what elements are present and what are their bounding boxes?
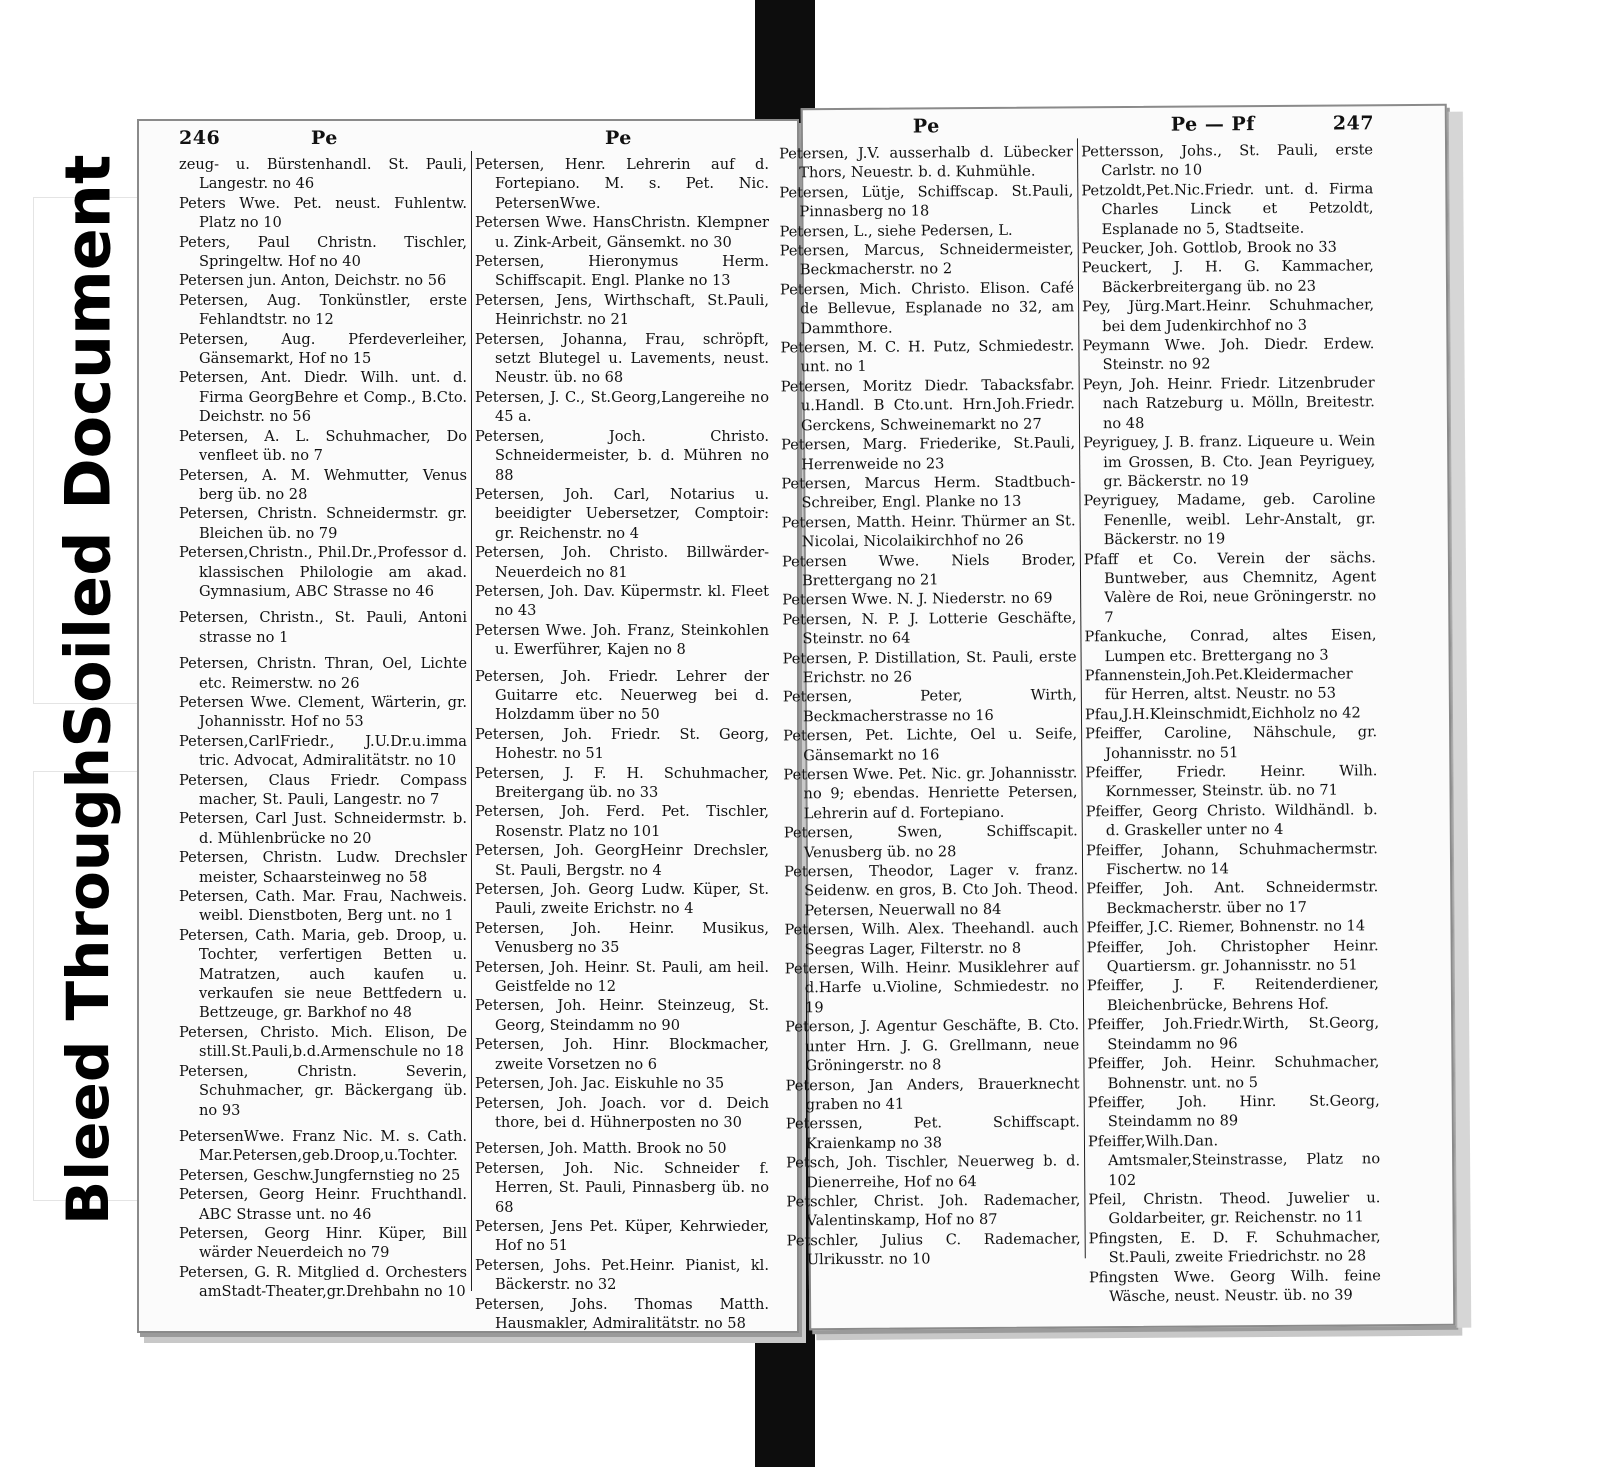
directory-entry: Pfau,J.H.Kleinschmidt,Eichholz no 42 — [1084, 704, 1361, 724]
directory-entry: Petersen, Joh. GeorgHeinr Drechsler, St. Pauli, Bergstr. no 4 — [475, 842, 769, 879]
directory-entry: Petersen, Geschw.Jungfernstieg no 25 — [179, 1166, 461, 1184]
page-edge — [1448, 112, 1471, 1328]
directory-entry: Peyn, Joh. Heinr. Friedr. Litzenbruder nach Ratzeburg u. Mölln, Breitestr. no 48 — [1082, 374, 1375, 432]
directory-entry: Petersen, G. R. Mitglied d. Orchesters amStadt-Theater,gr.Drehbahn no 10 — [179, 1263, 467, 1301]
directory-entry: Petersen, Marcus Herm. Stadtbuch-Schreiber, Engl. Planke no 13 — [781, 473, 1076, 512]
directory-entry: Pfeil, Christn. Theod. Juwelier u. Goldarbeiter, gr. Reichenstr. no 11 — [1088, 1189, 1381, 1228]
directory-column-1 — [179, 155, 467, 1301]
directory-entry: Petersen, L., siehe Pedersen, L. — [779, 221, 1013, 241]
directory-entry: Petersen Wwe. Pet. Nic. gr. Johannisstr. no 9; ebendas. Henriette Petersen, Lehrerin auf d. Fortepiano. — [783, 764, 1078, 823]
directory-entry: Petersen, Joh. Heinr. Musikus, Venusberg no 35 — [475, 919, 769, 957]
directory-entry: Petersen, J. F. H. Schuhmacher, Breitergang üb. no 33 — [475, 764, 769, 801]
directory-entry: Petersen, Wilh. Alex. Theehandl. auch Seegras Lager, Filterstr. no 8 — [784, 919, 1079, 958]
directory-entry: Pfingsten, E. D. F. Schuhmacher, St.Pauli, zweite Friedrichstr. no 28 — [1088, 1227, 1381, 1267]
directory-entry: Petersen, M. C. H. Putz, Schmiedestr. unt. no 1 — [780, 337, 1075, 376]
directory-entry: Petersen, Georg Hinr. Küper, Bill wärder Neuerdeich no 79 — [179, 1224, 467, 1262]
directory-entry: Petersen jun. Anton, Deichstr. no 56 — [179, 272, 447, 290]
directory-entry: zeug- u. Bürstenhandl. St. Pauli, Langestr. no 46 — [179, 156, 467, 193]
column-divider — [471, 151, 472, 1291]
directory-entry: Petersen, Christn. Schneidermstr. gr. Bleichen üb. no 79 — [179, 505, 467, 542]
directory-entry: Pfeiffer, Friedr. Heinr. Wilh. Kornmesser, Steinstr. üb. no 71 — [1085, 762, 1378, 801]
directory-entry: Petschler, Christ. Joh. Rademacher, Valentinskamp, Hof no 87 — [786, 1191, 1081, 1230]
directory-entry: Peters, Paul Christn. Tischler, Springeltw. Hof no 40 — [179, 233, 467, 271]
directory-entry: Petersen, Henr. Lehrerin auf d. Fortepiano. M. s. Pet. Nic. PetersenWwe. — [475, 156, 769, 212]
directory-entry: Petersen Wwe. N. J. Niederstr. no 69 — [782, 589, 1053, 609]
left-page — [137, 119, 799, 1333]
directory-entry: Petersen, A. L. Schuhmacher, Do venfleet üb. no 7 — [179, 427, 467, 465]
directory-entry: Petersen, Peter, Wirth, Beckmacherstrasse no 16 — [782, 686, 1077, 726]
directory-entry: Petersen, Johs. Thomas Matth. Hausmakler, Admiralitätstr. no 58 — [475, 1295, 769, 1332]
directory-entry: Pfeiffer, Caroline, Nähschule, gr. Johannisstr. no 51 — [1085, 723, 1378, 762]
directory-entry: Petersen, Swen, Schiffscapit. Venusberg üb. no 28 — [783, 822, 1078, 861]
directory-entry: PetersenWwe. Franz Nic. M. s. Cath. Mar.Petersen,geb.Droop,u.Tochter. — [179, 1127, 467, 1165]
directory-entry: Petersen, Johanna, Frau, schröpft, setzt Blutegel u. Lavements, neust. Neustr. üb. no 68 — [475, 330, 769, 387]
right-page — [779, 104, 1456, 1330]
directory-entry: Petersen, Christn. Thran, Oel, Lichte etc. Reimerstw. no 26 — [179, 655, 467, 692]
directory-entry: Petersen, Georg Heinr. Fruchthandl. ABC Strasse unt. no 46 — [179, 1186, 467, 1223]
directory-entry: Petersen,Christn., Phil.Dr.,Professor d. klassischen Philologie am akad. Gymnasium, ABC Strasse no 46 — [179, 544, 467, 600]
directory-entry: Pey, Jürg.Mart.Heinr. Schuhmacher, bei dem Judenkirchhof no 3 — [1082, 296, 1375, 335]
directory-entry: Petersen, Carl Just. Schneidermstr. b. d. Mühlenbrücke no 20 — [179, 810, 467, 847]
directory-entry: Petersen, Jens, Wirthschaft, St.Pauli, Heinrichstr. no 21 — [475, 291, 769, 329]
directory-entry: Petersen, Wilh. Heinr. Musiklehrer auf d.Harfe u.Violine, Schmiedestr. no 19 — [784, 958, 1079, 1017]
directory-entry: Petschler, Julius C. Rademacher, Ulrikusstr. no 10 — [786, 1230, 1081, 1269]
directory-entry: Pfeiffer, Joh. Ant. Schneidermstr. Beckmacherstr. über no 17 — [1086, 878, 1379, 917]
bleed-through-label — [34, 747, 142, 1225]
directory-entry: Peterson, Jan Anders, Brauerknecht graben no 41 — [785, 1074, 1080, 1114]
directory-entry: Pfeiffer, Joh. Heinr. Schuhmacher, Bohnenstr. unt. no 5 — [1087, 1053, 1380, 1092]
directory-entry: Petersen, Joh. Friedr. Lehrer der Guitarre etc. Neuerweg bei d. Holzdamm über no 50 — [475, 667, 769, 724]
directory-entry: Petersen Wwe. Niels Broder, Brettergang no 21 — [781, 550, 1076, 590]
directory-entry: Petersen, Joh. Friedr. St. Georg, Hohestr. no 51 — [475, 725, 769, 763]
directory-entry: Petersen, Joh. Nic. Schneider f. Herren, St. Pauli, Pinnasberg üb. no 68 — [475, 1159, 769, 1216]
directory-entry: Pfeiffer,Wilh.Dan. Amtsmaler,Steinstrasse, Platz no 102 — [1087, 1132, 1381, 1189]
directory-entry: Petzoldt,Pet.Nic.Friedr. unt. d. Firma Charles Linck et Petzoldt, Esplanade no 5, Stadtseite. — [1081, 180, 1374, 238]
directory-entry: Pettersson, Johs., St. Pauli, erste Carlstr. no 10 — [1080, 141, 1374, 180]
directory-entry: Petersen, Ant. Diedr. Wilh. unt. d. Firma GeorgBehre et Comp., B.Cto. Deichstr. no 56 — [179, 369, 467, 426]
running-head-right-col1: Pe — [912, 115, 940, 138]
directory-entry: Petersen Wwe. Clement, Wärterin, gr. Johannisstr. Hof no 53 — [179, 693, 467, 731]
directory-entry: Pfeiffer, J. F. Reitenderdiener, Bleichenbrücke, Behrens Hof. — [1086, 975, 1379, 1015]
directory-entry: Petersen, Joch. Christo. Schneidermeister, b. d. Mühren no 88 — [475, 427, 769, 484]
directory-entry: Pfankuche, Conrad, altes Eisen, Lumpen etc. Brettergang no 3 — [1084, 626, 1377, 665]
directory-entry: Petsch, Joh. Tischler, Neuerweg b. d. Dienerreihe, Hof no 64 — [786, 1152, 1081, 1191]
directory-entry: Petersen, Christn., St. Pauli, Antoni strasse no 1 — [179, 609, 467, 646]
directory-entry: Pfingsten Wwe. Georg Wilh. feine Wäsche, neust. Neustr. üb. no 39 — [1088, 1266, 1381, 1306]
directory-entry: Petersen, Joh. Georg Ludw. Küper, St. Pauli, zweite Erichstr. no 4 — [475, 881, 769, 918]
directory-entry: Pfeiffer, Joh. Christopher Heinr. Quartiersm. gr. Johannisstr. no 51 — [1086, 936, 1379, 976]
directory-column-4 — [1080, 140, 1381, 1306]
soiled-document-label — [34, 153, 142, 748]
directory-entry: Petersen, Christn. Severin, Schuhmacher, gr. Bäckergang üb. no 93 — [179, 1062, 467, 1119]
directory-entry: Petersen, Hieronymus Herm. Schiffscapit. Engl. Planke no 13 — [475, 253, 769, 290]
directory-entry: Petersen, N. P. J. Lotterie Geschäfte, Steinstr. no 64 — [782, 609, 1077, 648]
directory-entry: Petersen, Cath. Mar. Frau, Nachweis. weibl. Dienstboten, Berg unt. no 1 — [179, 888, 467, 925]
directory-entry: Petersen, Johs. Pet.Heinr. Pianist, kl. Bäckerstr. no 32 — [475, 1256, 769, 1294]
directory-entry: Peymann Wwe. Joh. Diedr. Erdew. Steinstr. no 92 — [1082, 335, 1375, 374]
directory-entry: Petersen, J. C., St.Georg,Langereihe no 45 a. — [475, 388, 769, 426]
directory-entry: Pfeiffer, Joh. Hinr. St.Georg, Steindamm no 89 — [1087, 1092, 1380, 1131]
directory-entry: Petersen, Theodor, Lager v. franz. Seidenw. en gros, B. Cto Joh. Theod. Petersen, Neuerwall no 84 — [784, 861, 1079, 920]
running-head-left-col1: Pe — [311, 127, 338, 149]
directory-entry: Petersen, Claus Friedr. Compass macher, St. Pauli, Langestr. no 7 — [179, 771, 467, 808]
soiled-document-text: Soiled Document — [51, 153, 125, 748]
directory-entry: Petersen, Joh. Ferd. Pet. Tischler, Rosenstr. Platz no 101 — [475, 803, 769, 840]
directory-entry: Petersen, Joh. Christo. Billwärder-Neuerdeich no 81 — [475, 544, 769, 581]
directory-entry: Petersen, P. Distillation, St. Pauli, erste Erichstr. no 26 — [782, 647, 1077, 687]
directory-entry: Petersen, Lütje, Schiffscap. St.Pauli, Pinnasberg no 18 — [779, 182, 1074, 221]
running-head-right-col2: Pe — Pf — [1170, 113, 1256, 136]
directory-entry: Peyriguey, Madame, geb. Caroline Fenenlle, weibl. Lehr-Anstalt, gr. Bäckerstr. no 19 — [1083, 490, 1376, 549]
directory-entry: Peters Wwe. Pet. neust. Fuhlentw. Platz no 10 — [179, 194, 467, 232]
directory-entry: Petersen, Mich. Christo. Elison. Café de Bellevue, Esplanade no 32, am Dammthore. — [779, 279, 1075, 337]
directory-entry: Petersen, Aug. Pferdeverleiher, Gänsemarkt, Hof no 15 — [179, 330, 467, 368]
directory-entry: Petersen, Cath. Maria, geb. Droop, u. Tochter, verfertigen Betten u. Matratzen, auch kaufen u. verkaufen sie neue Bettfedern u. Bettzeuge, gr. Barkhof no 48 — [179, 926, 467, 1022]
directory-entry: Petersen, Aug. Tonkünstler, erste Fehlandtstr. no 12 — [179, 291, 467, 329]
directory-entry: Petersen, Joh. Carl, Notarius u. beeidigter Uebersetzer, Comptoir: gr. Reichenstr. no 4 — [475, 485, 769, 542]
directory-entry: Petersen, Joh. Matth. Brook no 50 — [475, 1140, 727, 1158]
directory-entry: Petersen, Moritz Diedr. Tabacksfabr. u.Handl. B Cto.unt. Hrn.Joh.Friedr. Gerckens, Schweinemarkt no 27 — [780, 376, 1075, 434]
directory-entry: Petersen, Joh. Heinr. St. Pauli, am heil. Geistfelde no 12 — [475, 958, 769, 996]
directory-entry: Pfeiffer, Johann, Schuhmachermstr. Fischertw. no 14 — [1085, 839, 1378, 879]
running-head-left-col2: Pe — [605, 127, 632, 149]
directory-entry: Pfaff et Co. Verein der sächs. Buntweber, aus Chemnitz, Agent Valère de Roi, neue Gröningerstr. no 7 — [1083, 548, 1377, 626]
directory-entry: Petersen,CarlFriedr., J.U.Dr.u.imma tric. Advocat, Admiralitätstr. no 10 — [179, 732, 467, 770]
directory-entry: Peterson, J. Agentur Geschäfte, B. Cto. unter Hrn. J. G. Grellmann, neue Gröningerstr. no 8 — [785, 1016, 1080, 1075]
directory-entry: Petersen, J.V. ausserhalb d. Lübecker Thors, Neuestr. b. d. Kuhmühle. — [779, 143, 1074, 182]
directory-entry: Peuckert, J. H. G. Kammacher, Bäckerbreitergang üb. no 23 — [1081, 257, 1374, 297]
directory-entry: Petersen, Pet. Lichte, Oel u. Seife, Gänsemarkt no 16 — [783, 725, 1078, 764]
directory-entry: Pfeiffer, Georg Christo. Wildhändl. b. d. Graskeller unter no 4 — [1085, 801, 1378, 840]
directory-entry: Petersen, Joh. Heinr. Steinzeug, St. Georg, Steindamm no 90 — [475, 997, 769, 1034]
page-number-right: 247 — [1332, 112, 1375, 135]
directory-entry: Petersen, Joh. Dav. Küpermstr. kl. Fleet no 43 — [475, 582, 769, 620]
directory-entry: Petersen, Marg. Friederike, St.Pauli, Herrenweide no 23 — [781, 434, 1076, 473]
directory-entry: Petersen, A. M. Wehmutter, Venus berg üb. no 28 — [179, 466, 467, 503]
directory-entry: Pfannenstein,Joh.Pet.Kleidermacher für Herren, altst. Neustr. no 53 — [1084, 665, 1353, 704]
directory-entry: Petersen Wwe. Joh. Franz, Steinkohlen u. Ewerführer, Kajen no 8 — [475, 621, 769, 659]
bleed-through-text: Bleed Through — [54, 747, 122, 1225]
directory-entry: Peucker, Joh. Gottlob, Brook no 33 — [1081, 238, 1338, 258]
directory-entry: Petersen, Joh. Hinr. Blockmacher, zweite Vorsetzen no 6 — [475, 1036, 769, 1073]
directory-entry: Petersen, Marcus, Schneidermeister, Beckmacherstr. no 2 — [779, 240, 1074, 279]
directory-entry: Petersen, Christn. Ludw. Drechsler meister, Schaarsteinweg no 58 — [179, 849, 467, 886]
directory-column-2 — [475, 155, 769, 1332]
directory-entry: Petersen, Joh. Jac. Eiskuhle no 35 — [475, 1075, 725, 1093]
directory-column-3 — [779, 142, 1081, 1269]
directory-entry: Petersen, Matth. Heinr. Thürmer an St. Nicolai, Nicolaikirchhof no 26 — [781, 512, 1076, 551]
directory-entry: Petersen, Christo. Mich. Elison, De still.St.Pauli,b.d.Armenschule no 18 — [179, 1023, 467, 1061]
directory-entry: Pfeiffer, J.C. Riemer, Bohnenstr. no 14 — [1086, 917, 1366, 937]
directory-entry: Petersen Wwe. HansChristn. Klempner u. Zink-Arbeit, Gänsemkt. no 30 — [475, 214, 769, 251]
page-number-left: 246 — [179, 127, 221, 149]
directory-entry: Pfeiffer, Joh.Friedr.Wirth, St.Georg, Steindamm no 96 — [1087, 1014, 1380, 1053]
directory-entry: Petersen, Jens Pet. Küper, Kehrwieder, Hof no 51 — [475, 1217, 769, 1255]
directory-entry: Peyriguey, J. B. franz. Liqueure u. Wein im Grossen, B. Cto. Jean Peyriguey, gr. Bäckerstr. no 19 — [1083, 432, 1376, 491]
directory-entry: Petersen, Joh. Joach. vor d. Deich thore, bei d. Hühnerposten no 30 — [475, 1094, 769, 1131]
directory-entry: Peterssen, Pet. Schiffscapt. Kraienkamp no 38 — [785, 1113, 1080, 1152]
